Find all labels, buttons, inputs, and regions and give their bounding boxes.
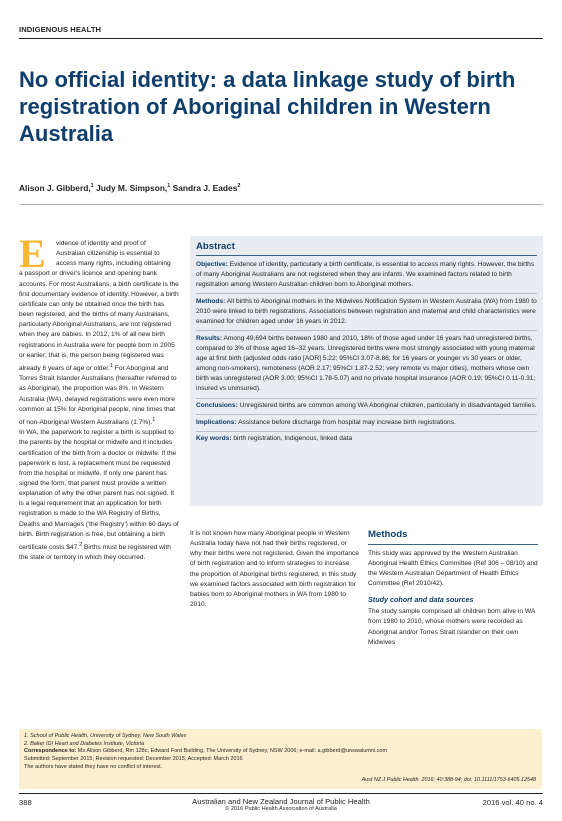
abstract-divider bbox=[196, 330, 537, 331]
top-rule bbox=[19, 38, 543, 39]
copyright: © 2016 Public Health Association of Australia bbox=[225, 806, 337, 812]
abstract-divider bbox=[196, 293, 537, 294]
citation: Aust NZ J Public Health. 2016; 40:388-94; doi: 10.1111/1753-6405.12548 bbox=[361, 777, 536, 784]
methods-heading: Methods bbox=[368, 529, 408, 540]
abstract-objective: Objective: Evidence of identity, particularly a birth certificate, is essential to access many rights. However, the births of many Aboriginal Australians are not registered when they are infants. We examined factors related to birth registration among Western Australian children born to Aboriginal mothers. bbox=[196, 260, 535, 288]
methods-paragraph-2: The study sample comprised all children born alive in WA from 1980 to 2010, whose mothers were recorded as Aboriginal and/or Torres Strait Islander on their own Midwives bbox=[368, 608, 535, 646]
abstract-box bbox=[190, 236, 543, 506]
reference-mark: 2 bbox=[79, 541, 83, 548]
journal-name: Australian and New Zealand Journal of Public Health bbox=[192, 797, 370, 806]
abstract-keywords: Key words: birth registration, Indigenous, linked data bbox=[196, 435, 353, 443]
footnote-box bbox=[19, 729, 542, 789]
author-affiliation-mark: 2 bbox=[237, 183, 241, 190]
reference-mark: 1 bbox=[109, 362, 113, 369]
abstract-conclusions: Conclusions: Unregistered births are common among WA Aboriginal children, particularly in disadvantaged families. bbox=[196, 402, 537, 410]
methods-column bbox=[368, 529, 540, 648]
author-affiliation-mark: 1 bbox=[90, 183, 94, 190]
bottom-rule bbox=[19, 793, 543, 794]
submission-dates: Submitted: September 2015; Revision requested: December 2015; Accepted: March 2016 bbox=[24, 756, 243, 763]
abstract-heading: Abstract bbox=[196, 241, 235, 252]
author-rule bbox=[19, 204, 543, 205]
intro-column bbox=[19, 231, 179, 563]
drop-cap: E bbox=[19, 231, 46, 276]
abstract-divider bbox=[196, 431, 537, 432]
author-name: Alison J. Gibberd, bbox=[19, 183, 91, 193]
author-list bbox=[19, 183, 240, 193]
page-number: 388 bbox=[19, 798, 32, 807]
abstract-methods: Methods: All births to Aboriginal mothers in the Midwives Notification System in Western Australia (WA) from 1980 to 2010 were linked to birth registrations. Associations between registration and maternal and child characteristics were examined for children aged under 16 years in 2012. bbox=[196, 297, 537, 325]
methods-rule bbox=[368, 544, 538, 545]
abstract-implications: Implications: Assistance before discharge from hospital may increase birth registrations. bbox=[196, 418, 456, 426]
body-column-2 bbox=[190, 529, 360, 610]
intro-line: Australian citizenship is essential to bbox=[56, 250, 160, 258]
affiliation-1: 1. School of Public Health, University of Sydney, New South Wales bbox=[24, 733, 187, 739]
intro-paragraph-1 bbox=[19, 231, 179, 428]
author-affiliation-mark: 1 bbox=[167, 183, 171, 190]
author-name: Judy M. Simpson, bbox=[96, 183, 168, 193]
intro-line: vidence of identity and proof of bbox=[56, 240, 146, 247]
abstract-divider bbox=[196, 398, 537, 399]
author-name: Sandra J. Eades bbox=[172, 183, 238, 193]
abstract-divider bbox=[196, 414, 537, 415]
abstract-results: Results: Among 49,694 births between 1980 and 2010, 18% of those aged under 16 years had unregistered births, compared to 3% of those aged 16–32 years. Unregistered births were most strongly associated with young maternal age at first birth (adjusted odds ratio [AOR] 5.22; 95%CI 3.07-8.86; for 16 years or younger vs 30 years or older, among non-smokers), remoteness (AOR 2.17; 95%CI 1.87-2.52; very remote vs major cities), mothers whose own birth was unregistered (AOR 3.00; 95%CI 1.78-5.07) and no private hospital insurance (AOR 0.19; 95%CI 0.11-0.31; insured vs uninsured). bbox=[196, 334, 536, 393]
body-paragraph: It is not known how many Aboriginal people in Western Australia today have not had their births registered, or why their births were not registered. Given the importance of birth registration and to inform strategies to increase the proportion of Aboriginal births registered, in this study we examined factors associated with birth registration for babies born to Aboriginal mothers in WA from 1980 to 2010. bbox=[190, 530, 359, 609]
article-title: No official identity: a data linkage study of birth registration of Aboriginal children in Western Australia bbox=[19, 67, 516, 146]
section-tag: INDIGENOUS HEALTH bbox=[19, 25, 102, 34]
intro-line: access many rights, including obtaining bbox=[56, 260, 171, 268]
study-cohort-subheading: Study cohort and data sources bbox=[368, 595, 474, 605]
volume-issue: 2016 vol. 40 no. 4 bbox=[482, 798, 543, 807]
methods-paragraph-1: This study was approved by the Western Australian Aboriginal Health Ethics Committee (Ref 306 – 08/10) and the Western Australian Department of Health Ethics Committee (Ref 2010/42). bbox=[368, 549, 538, 588]
abstract-rule bbox=[196, 255, 537, 256]
intro-paragraph-2: In WA, the paperwork to register a birth is supplied to the parents by the hospital or midwife and it includes certification of the birth from a doctor or midwife. If the paperwork is lost, a replacement must be requested from the hospital or midwife. If only one parent has signed the form, that parent must provide a written explanation of why the other parent has not signed. It is a legal requirement that an application for birth registration is made to the WA Registry of Births, Deaths and Marriages ('the Registry') within 60 days of birth. Birth registration is free, but obtaining a birth certificate costs $47.$^2$ Births must be registered with the state or territory in which they occurred. bbox=[19, 429, 179, 562]
reference-mark: 1 bbox=[152, 416, 156, 423]
affiliation-2: 2. Baker IDI Heart and Diabetes Institute, Victoria bbox=[24, 740, 145, 747]
correspondence: Correspondence to: Ms Alison Gibberd, Rm 128c, Edward Ford Building, The University of Sydney, NSW 2006; e-mail: a.gibberd@unswalumni.com bbox=[24, 748, 388, 755]
conflict-statement: The authors have stated they have no conflict of interest. bbox=[24, 763, 163, 770]
intro-paragraph-continued: a passport or driver's licence and opening bank accounts. For most Australians, a birth certificate is the first documentary evidence of identity. However, a birth certificate can only be obtained once the birth has been registered, and the births of many Australians, particularly Aboriginal Australians, are not registered when they are babies. In 2012, 1% of all new birth registrations in Australia were for people born in 2005 or earlier; that is, the person being registered was already 6 years of age or older.$^1$ For Aboriginal and Torres Strait Islander Australians (hereafter referred to as Aboriginal), the proportion was 8%. In Western Australia (WA), delayed registrations were even more common at 15% for Aboriginal people, nine times that of non-Aboriginal Western Australians (1.7%).$^1$ bbox=[19, 270, 179, 427]
